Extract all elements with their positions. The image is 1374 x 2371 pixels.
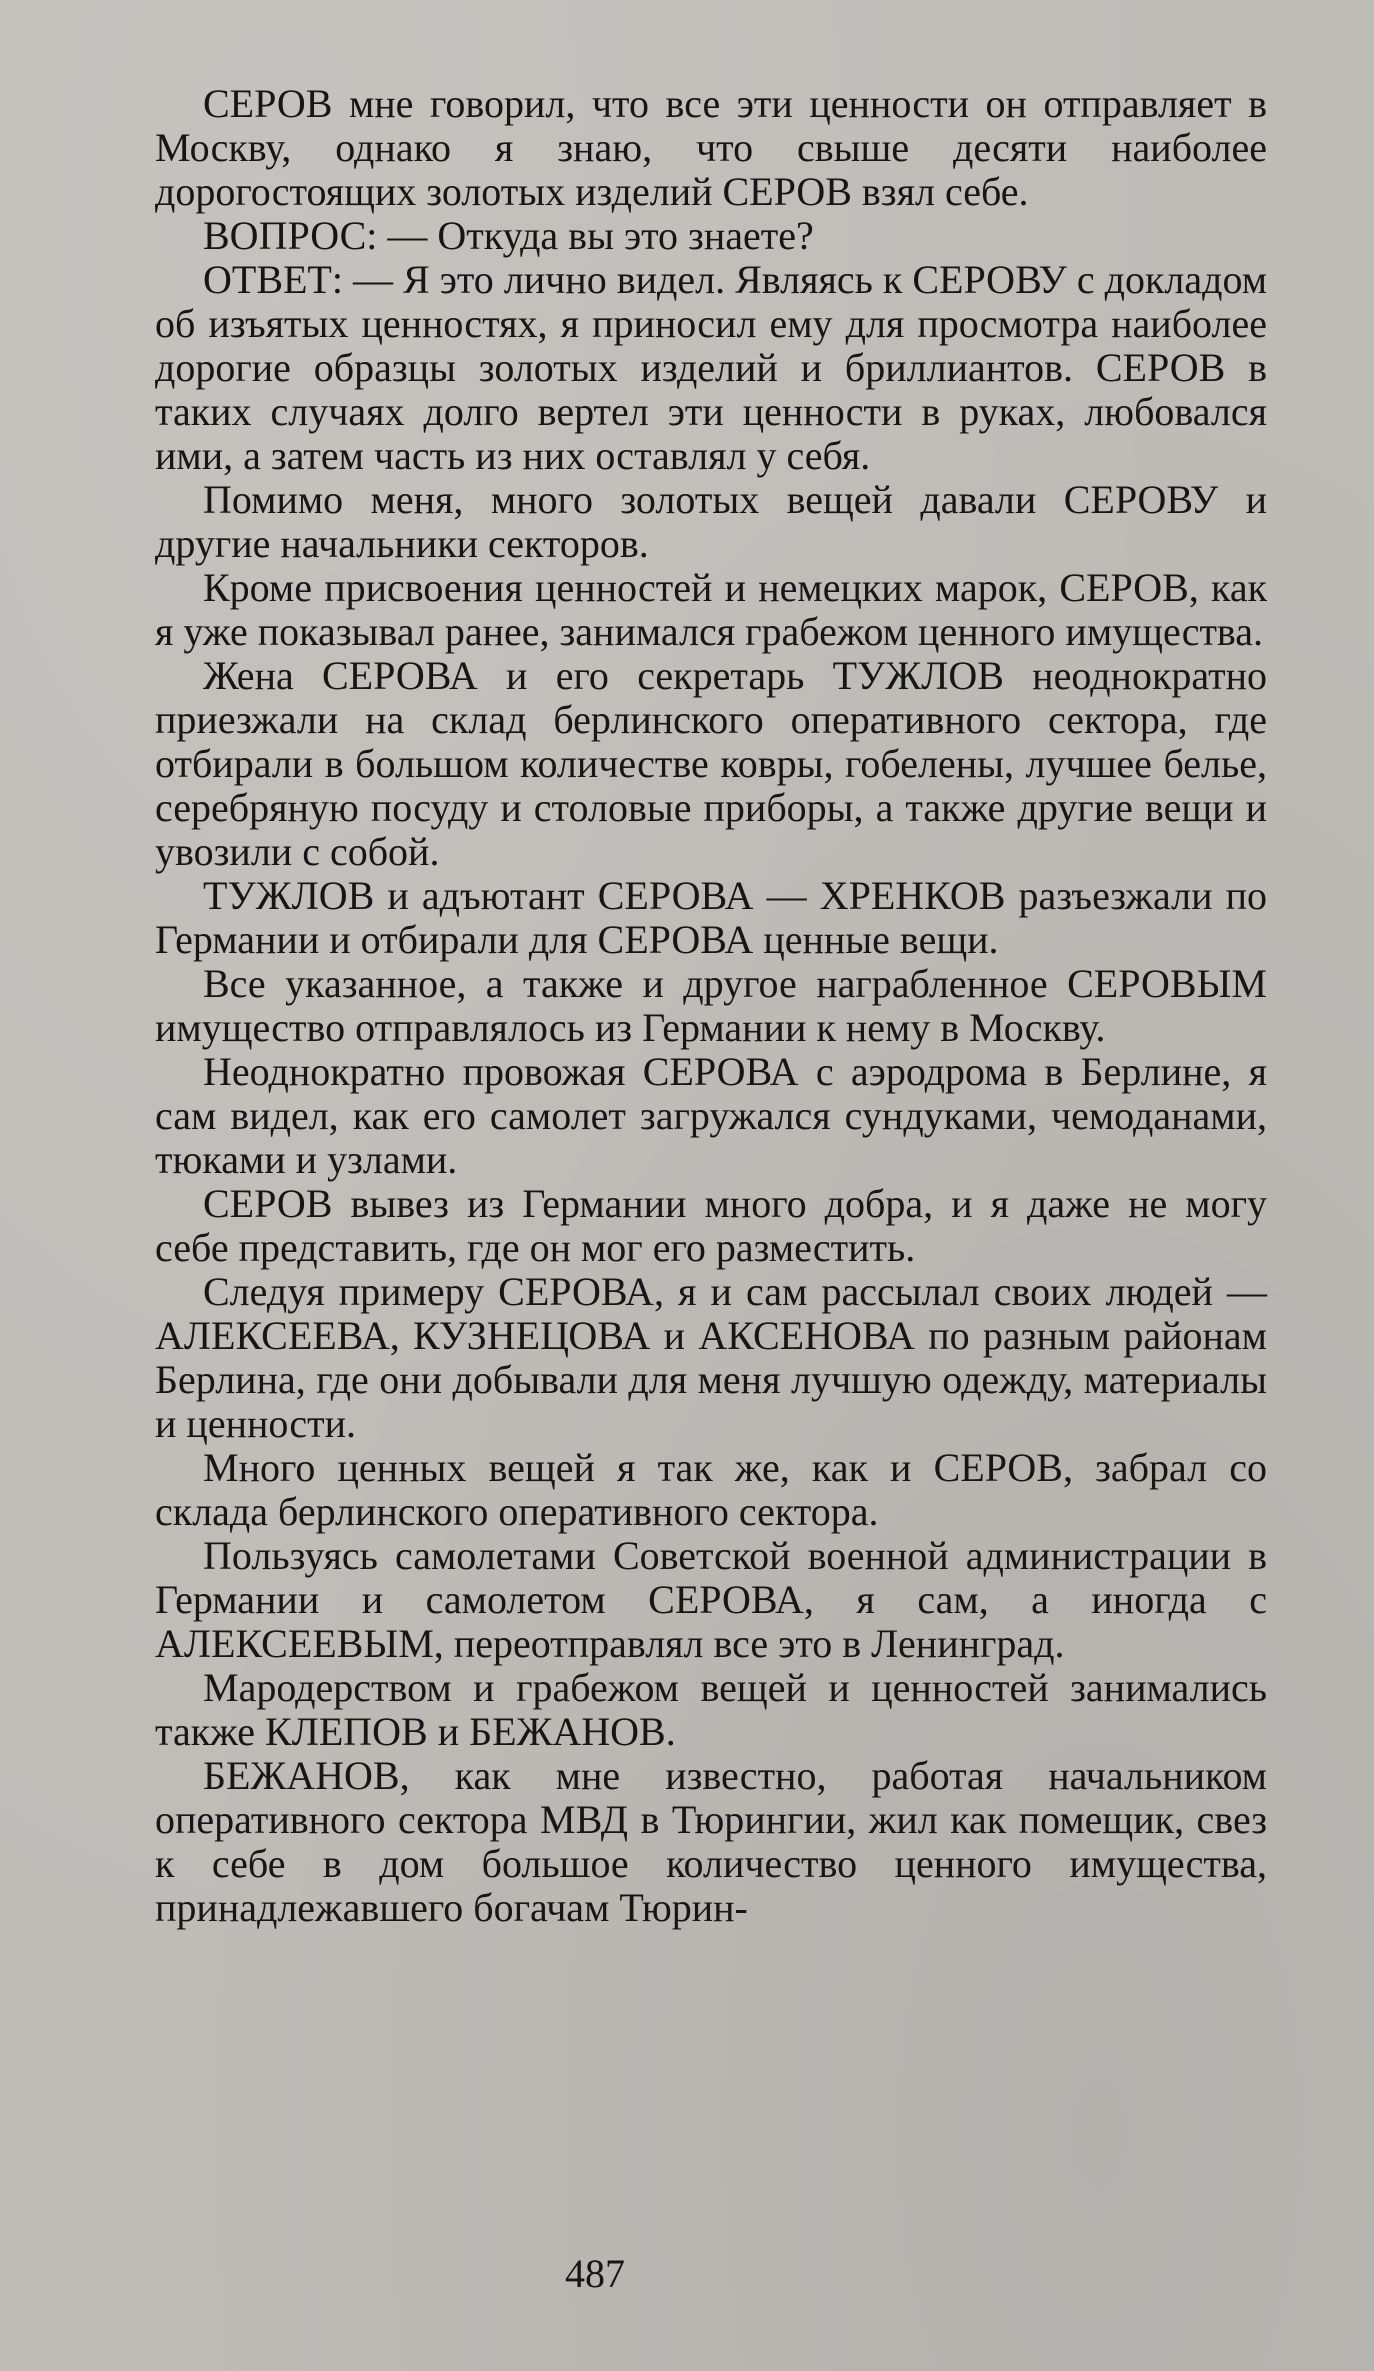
paragraph: Кроме присвоения ценностей и немецких марок, СЕРОВ, как я уже показывал ранее, занимался грабежом ценного имущества. [155, 565, 1267, 654]
paragraph: Жена СЕРОВА и его секретарь ТУЖЛОВ неоднократно приезжали на склад берлинского оперативного сектора, где отбирали в большом количестве ковры, гобелены, лучшее белье, серебряную посуду и столовые приборы, а также другие вещи и увозили с собой. [155, 653, 1267, 874]
paragraph: Много ценных вещей я так же, как и СЕРОВ, забрал со склада берлинского оперативного сектора. [155, 1445, 1267, 1534]
paragraph: Все указанное, а также и другое награбленное СЕРОВЫМ имущество отправлялось из Германии к нему в Москву. [155, 961, 1267, 1050]
paragraph: ОТВЕТ: — Я это лично видел. Являясь к СЕРОВУ с докладом об изъятых ценностях, я приносил ему для просмотра наиболее дорогие образцы золотых изделий и бриллиантов. СЕРОВ в таких случаях долго вертел эти ценности в руках, любовался ими, а затем часть из них оставлял у себя. [155, 257, 1267, 478]
paragraph: ТУЖЛОВ и адъютант СЕРОВА — ХРЕНКОВ разъезжали по Германии и отбирали для СЕРОВА ценные вещи. [155, 873, 1267, 962]
paragraph: СЕРОВ вывез из Германии много добра, и я даже не могу себе представить, где он мог его разместить. [155, 1181, 1267, 1270]
paragraph: Пользуясь самолетами Советской военной администрации в Германии и самолетом СЕРОВА, я сам, а иногда с АЛЕКСЕЕВЫМ, переотправлял все это в Ленинград. [155, 1533, 1267, 1666]
paragraph: Следуя примеру СЕРОВА, я и сам рассылал своих людей — АЛЕКСЕЕВА, КУЗНЕЦОВА и АКСЕНОВА по разным районам Берлина, где они добывали для меня лучшую одежду, материалы и ценности. [155, 1269, 1267, 1446]
page-number: 487 [565, 2251, 625, 2296]
paragraph: БЕЖАНОВ, как мне известно, работая начальником оперативного сектора МВД в Тюрингии, жил как помещик, свез к себе в дом большое количество ценного имущества, принадлежавшего богачам Тюрин- [155, 1753, 1267, 1930]
paragraph: Помимо меня, много золотых вещей давали СЕРОВУ и другие начальники секторов. [155, 477, 1267, 566]
paragraph: СЕРОВ мне говорил, что все эти ценности он отправляет в Москву, однако я знаю, что свыше десяти наиболее дорогостоящих золотых изделий СЕРОВ взял себе. [155, 81, 1267, 214]
paragraph: Мародерством и грабежом вещей и ценностей занимались также КЛЕПОВ и БЕЖАНОВ. [155, 1665, 1267, 1754]
body-text [155, 82, 1267, 1930]
paragraph: Неоднократно провожая СЕРОВА с аэродрома в Берлине, я сам видел, как его самолет загружался сундуками, чемоданами, тюками и узлами. [155, 1049, 1267, 1182]
paragraph: ВОПРОС: — Откуда вы это знаете? [203, 213, 814, 258]
